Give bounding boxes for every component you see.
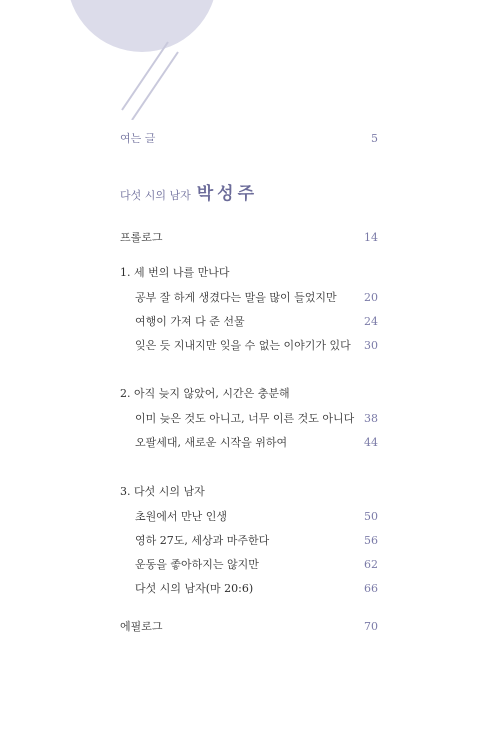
toc-entry[interactable] xyxy=(135,506,378,526)
toc-entry-preface[interactable] xyxy=(120,128,378,148)
toc-entry-title: 공부 잘 하게 생겼다는 말을 많이 들었지만 xyxy=(135,291,337,304)
toc-entry-page: 24 xyxy=(364,314,378,328)
author-section-heading xyxy=(120,179,259,204)
toc-entry-page: 62 xyxy=(364,557,378,571)
chapter-heading-3[interactable] xyxy=(120,481,378,501)
toc-entry-page: 5 xyxy=(371,131,378,145)
chapter-title: 2. 아직 늦지 않았어, 시간은 충분해 xyxy=(120,387,290,400)
toc-entry-title: 여는 글 xyxy=(120,132,156,145)
toc-entry-page: 44 xyxy=(364,435,378,449)
toc-entry[interactable] xyxy=(135,335,378,355)
toc-entry[interactable] xyxy=(135,432,378,452)
toc-entry-page: 50 xyxy=(364,509,378,523)
toc-entry-title: 오팔세대, 새로운 시작을 위하여 xyxy=(135,436,288,449)
toc-entry-title: 영하 27도, 세상과 마주한다 xyxy=(135,534,270,547)
toc-entry-title: 운동을 좋아하지는 않지만 xyxy=(135,558,259,571)
toc-entry-page: 14 xyxy=(364,230,378,244)
decorative-slash-lines xyxy=(120,40,180,120)
toc-entry[interactable] xyxy=(135,287,378,307)
toc-entry[interactable] xyxy=(135,311,378,331)
chapter-title: 3. 다섯 시의 남자 xyxy=(120,485,205,498)
toc-entry-prologue[interactable] xyxy=(120,227,378,247)
toc-entry-title: 다섯 시의 남자(마 20:6) xyxy=(135,582,254,595)
chapter-heading-1[interactable] xyxy=(120,262,378,282)
chapter-heading-2[interactable] xyxy=(120,383,378,403)
toc-entry-page: 38 xyxy=(364,411,378,425)
toc-entry-page: 66 xyxy=(364,581,378,595)
toc-entry-title: 초원에서 만난 인생 xyxy=(135,510,228,523)
author-name: 박성주 xyxy=(196,184,259,204)
toc-entry-epilogue[interactable] xyxy=(120,616,378,636)
chapter-title: 1. 세 번의 나를 만나다 xyxy=(120,266,230,279)
toc-entry-page: 30 xyxy=(364,338,378,352)
toc-entry-page: 70 xyxy=(364,619,378,633)
toc-entry-page: 20 xyxy=(364,290,378,304)
toc-entry[interactable] xyxy=(135,554,378,574)
toc-entry[interactable] xyxy=(135,530,378,550)
toc-entry-title: 프롤로그 xyxy=(120,231,163,244)
toc-entry-title: 잊은 듯 지내지만 잊을 수 없는 이야기가 있다 xyxy=(135,339,351,352)
section-prefix: 다섯 시의 남자 xyxy=(120,189,191,202)
toc-entry[interactable] xyxy=(135,408,378,428)
toc-entry-title: 여행이 가져 다 준 선물 xyxy=(135,315,245,328)
toc-entry[interactable] xyxy=(135,578,378,598)
toc-entry-title: 에필로그 xyxy=(120,620,163,633)
toc-entry-title: 이미 늦은 것도 아니고, 너무 이른 것도 아니다 xyxy=(135,412,355,425)
toc-entry-page: 56 xyxy=(364,533,378,547)
